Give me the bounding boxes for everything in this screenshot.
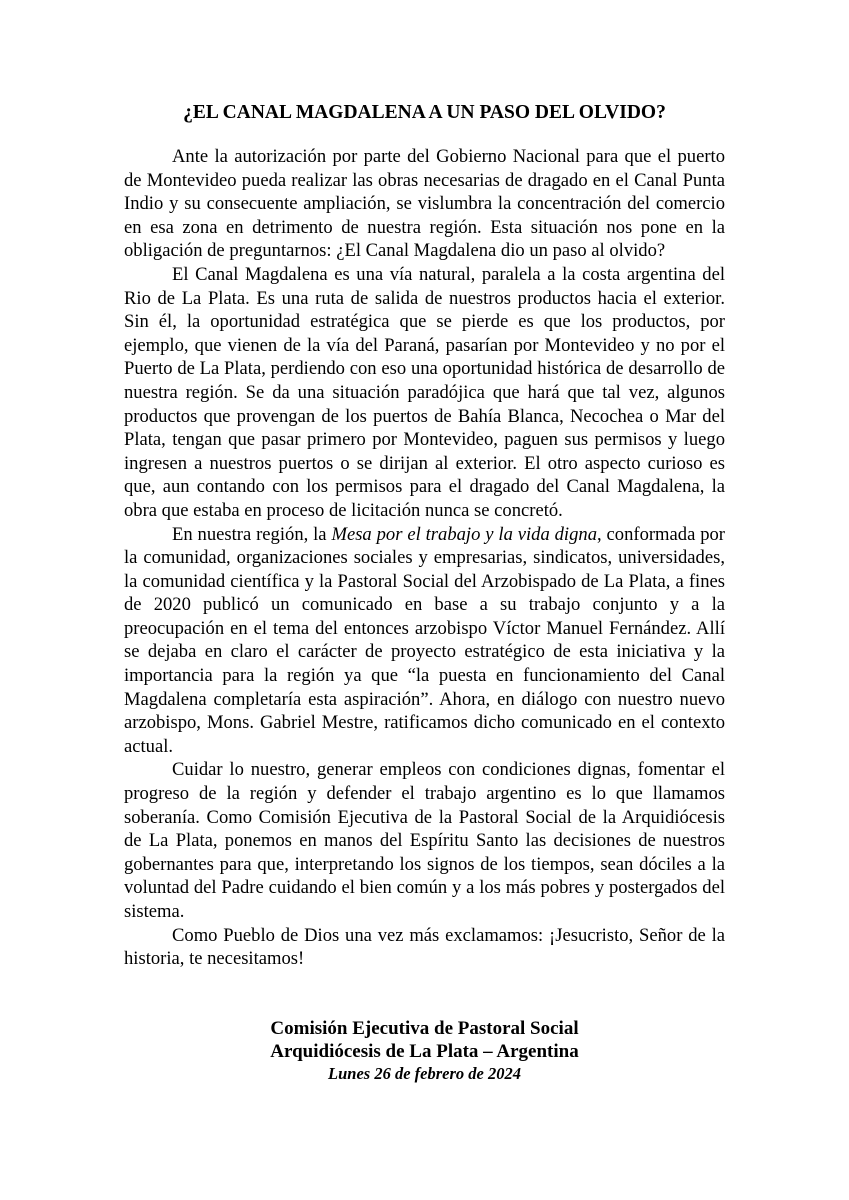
paragraph-mesa-before: En nuestra región, la [172,523,332,545]
mesa-por-el-trabajo-italic: Mesa por el trabajo y la vida digna [331,523,597,545]
paragraph-canal-description: El Canal Magdalena es una vía natural, paralela a la costa argentina del Rio de La Plata. Es una ruta de salida de nuestros productos hacia el exterior. Sin él, la oportunidad estratégica que se pierde es que los productos, por ejemplo, que vienen de la vía del Paraná, pasarían por Montevideo y no por el Puerto de La Plata, perdiendo con eso una oportunidad histórica de desarrollo de nuestra región. Se da una situación paradójica que hará que tal vez, algunos productos que provengan de los puertos de Bahía Blanca, Necochea o Mar del Plata, tengan que pasar primero por Montevideo, paguen sus permisos y luego ingresen a nuestros puertos o se dirijan al exterior. El otro aspecto curioso es que, aun contando con los permisos para el dragado del Canal Magdalena, la obra que estaba en proceso de licitación nunca se concretó. [124,263,725,521]
paragraph-intro: Ante la autorización por parte del Gobierno Nacional para que el puerto de Montevideo pueda realizar las obras necesarias de dragado en el Canal Punta Indio y su consecuente ampliación, se vislumbra la concentración del comercio en esa zona en detrimento de nuestra región. Esta situación nos pone en la obligación de preguntarnos: ¿El Canal Magdalena dio un paso al olvido? [124,146,725,262]
signature-date: Lunes 26 de febrero de 2024 [328,1064,521,1083]
paragraph-mesa-after: , conformada por la comunidad, organizaciones sociales y empresarias, sindicatos, universidades, la comunidad científica y la Pastoral Social del Arzobispado de La Plata, a fines de 2020 publicó un comunicado en base a su trabajo conjunto y a la preocupación en el tema del entonces arzobispo Víctor Manuel Fernández. Allí se dejaba en claro el carácter de proyecto estratégico de esta iniciativa y la importancia para la región ya que “la puesta en funcionamiento del Canal Magdalena completaría esta aspiración”. Ahora, en diálogo con nuestro nuevo arzobispo, Mons. Gabriel Mestre, ratificamos dicho comunicado en el contexto actual. [124,523,725,757]
signature-organization: Comisión Ejecutiva de Pastoral Social [270,1018,579,1039]
paragraph-closing: Como Pueblo de Dios una vez más exclamamos: ¡Jesucristo, Señor de la historia, te necesitamos! [124,924,725,970]
signature-block [124,1017,725,1084]
signature-archdiocese: Arquidiócesis de La Plata – Argentina [270,1041,579,1062]
document-body [124,145,725,971]
paragraph-soberania: Cuidar lo nuestro, generar empleos con condiciones dignas, fomentar el progreso de la región y defender el trabajo argentino es lo que llamamos soberanía. Como Comisión Ejecutiva de la Pastoral Social de la Arquidiócesis de La Plata, ponemos en manos del Espíritu Santo las decisiones de nuestros gobernantes para que, interpretando los signos de los tiempos, sean dóciles a la voluntad del Padre cuidando el bien común y a los más pobres y postergados del sistema. [124,759,725,922]
document-title: ¿EL CANAL MAGDALENA A UN PASO DEL OLVIDO? [183,102,666,123]
paragraph-mesa-por-el-trabajo [124,523,725,759]
